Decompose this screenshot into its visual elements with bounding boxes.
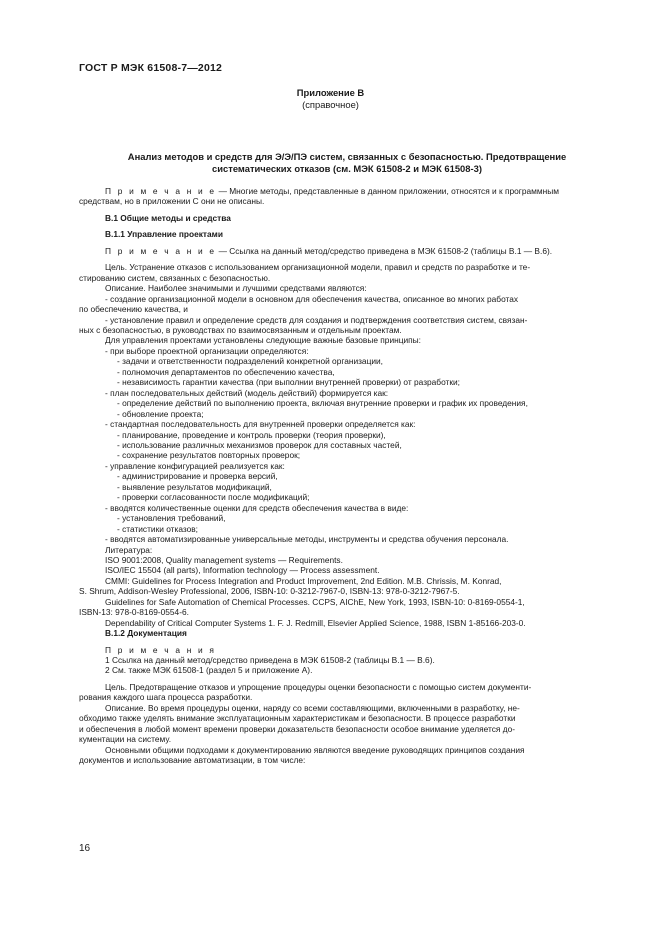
reference: CMMI: Guidelines for Process Integration and Product Improvement, 2nd Edition. M.B. Chrissis, M. Konrad,	[105, 575, 502, 586]
b11-note	[79, 246, 615, 256]
list-subitem: - обновление проекта;	[117, 408, 204, 419]
list-subitem: - независимость гарантии качества (при выполнии внутренней проверки) от разработки;	[117, 377, 460, 388]
notes-label: П р и м е ч а н и я	[105, 644, 217, 655]
b11-goal: Цель. Устранение отказов с использованием организационной модели, правил и средств по разработке и те-	[105, 262, 531, 273]
standard-header: ГОСТ Р МЭК 61508-7—2012	[79, 62, 223, 74]
list-item-cont: ных с безопасностью, в руководствах по взаимосвязанным и отдельным проектам.	[79, 324, 402, 335]
title-line-1: Анализ методов и средств для Э/Э/ПЭ систем, связанных с безопасностью. Предотвращение	[127, 151, 567, 162]
b12-note-2: 2 См. также МЭК 61508-1 (раздел 5 и приложение А).	[105, 665, 313, 676]
list-subitem: - планирование, проведение и контроль проверки (теория проверки),	[117, 429, 386, 440]
note-label: П р и м е ч а н и е	[105, 245, 217, 256]
reference: ISO/IEC 15504 (all parts), Information technology — Process assessment.	[105, 565, 380, 576]
list-subitem: - использование различных механизмов проверок для составных частей,	[117, 439, 402, 450]
reference-cont: ISBN-13: 978-0-8169-0554-6.	[79, 607, 189, 618]
list-item: - при выборе проектной организации определяются:	[105, 345, 309, 356]
appendix-title	[79, 151, 615, 175]
list-item: - стандартная последовательность для внутренней проверки определяется как:	[105, 419, 416, 430]
b12-main-cont: документов и использование автоматизации, в том числе:	[79, 755, 306, 766]
b11-goal-cont: стированию систем, связанных с безопасностью.	[79, 272, 271, 283]
note-text: — Ссылка на данный метод/средство приведена в МЭК 61508-2 (таблицы В.1 — В.6).	[216, 245, 553, 256]
appendix-heading	[0, 87, 661, 110]
section-b11-heading: В.1.1 Управление проектами	[105, 229, 223, 240]
section-b1-heading: В.1 Общие методы и средства	[105, 212, 231, 223]
reference-cont: S. Shrum, Addison-Wesley Professional, 2006, ISBN-10: 0-3212-7967-0, ISBN-13: 978-0-3212-7967-5.	[79, 586, 460, 597]
list-item: - управление конфигурацией реализуется как:	[105, 460, 285, 471]
b12-desc-cont: кументации на систему.	[79, 734, 172, 745]
list-subitem: - задачи и ответственности подразделений конкретной организации,	[117, 356, 383, 367]
reference: Dependability of Critical Computer Systems 1. F. J. Redmill, Elsevier Applied Science, 1988, ISBN 1-85166-203-0.	[105, 617, 526, 628]
list-subitem: - полномочия департаментов по обеспечению качества,	[117, 366, 335, 377]
list-subitem: - установления требований,	[117, 513, 226, 524]
b12-note-1: 1 Ссылка на данный метод/средство приведена в МЭК 61508-2 (таблицы В.1 — В.6).	[105, 655, 435, 666]
list-subitem: - сохранение результатов повторных проверок;	[117, 450, 301, 461]
list-item: - вводятся количественные оценки для средств обеспечения качества в виде:	[105, 502, 409, 513]
reference: ISO 9001:2008, Quality management systems — Requirements.	[105, 554, 343, 565]
b11-principles: Для управления проектами установлены следующие важные базовые принципы:	[105, 335, 421, 346]
note-label: П р и м е ч а н и е	[105, 186, 217, 196]
list-item-cont: по обеспечению качества, и	[79, 304, 188, 315]
literature-label: Литература:	[105, 544, 153, 555]
b12-main: Основными общими подходами к документированию являются введение руководящих принципов создания	[105, 744, 525, 755]
b12-desc: Описание. Во время процедуры оценки, наряду со всеми составляющими, включенными в разработку, не-	[105, 702, 520, 713]
document-body	[79, 186, 615, 766]
section-b12-heading: В.1.2 Документация	[105, 628, 187, 639]
list-item: - вводятся автоматизированные универсальные методы, инструменты и средства обучения персонала.	[105, 534, 509, 545]
b12-goal-cont: рования каждого шага процесса разработки.	[79, 692, 253, 703]
note-text: — Многие методы, представленные в данном приложении, относятся и к программным	[216, 186, 559, 196]
list-item: - создание организационной модели в основном для обеспечения качества, описанное во многих работах	[105, 293, 519, 304]
intro-note	[79, 186, 615, 196]
list-subitem: - выявление результатов модификаций,	[117, 481, 272, 492]
list-item: - установление правил и определение средств для создания и подтверждения соответствия систем, связан-	[105, 314, 528, 325]
list-subitem: - проверки согласованности после модификаций;	[117, 492, 310, 503]
b12-goal: Цель. Предотвращение отказов и упрощение процедуры оценки безопасности с помощью систем документи-	[105, 681, 532, 692]
appendix-type: (справочное)	[302, 98, 359, 110]
b12-notes-label	[79, 645, 615, 655]
list-subitem: - статистики отказов;	[117, 523, 199, 534]
title-line-2: систематических отказов (см. МЭК 61508-2 и МЭК 61508-3)	[212, 163, 482, 174]
intro-note-cont: средствам, но в приложении С они не описаны.	[79, 196, 265, 207]
b12-desc-cont: и обеспечения в любой момент времени проверки доказательств безопасности особое внимание уделяется до-	[79, 723, 516, 734]
page-number: 16	[79, 843, 91, 854]
b12-desc-cont: обходимо также уделять внимание эксплуатационным характеристикам и безопасности. В процессе разработки	[79, 713, 516, 724]
list-item: - план последовательных действий (модель действий) формируется как:	[105, 387, 389, 398]
b11-desc: Описание. Наиболее значимыми и лучшими средствами являются:	[105, 283, 367, 294]
reference: Guidelines for Safe Automation of Chemical Processes. CCPS, AIChE, New York, 1993, ISBN-10: 0-8169-0554-1,	[105, 596, 525, 607]
list-subitem: - администрирование и проверка версий,	[117, 471, 278, 482]
list-subitem: - определение действий по выполнению проекта, включая внутренние проверки и график их проведения,	[117, 398, 528, 409]
appendix-label: Приложение В	[296, 87, 365, 98]
